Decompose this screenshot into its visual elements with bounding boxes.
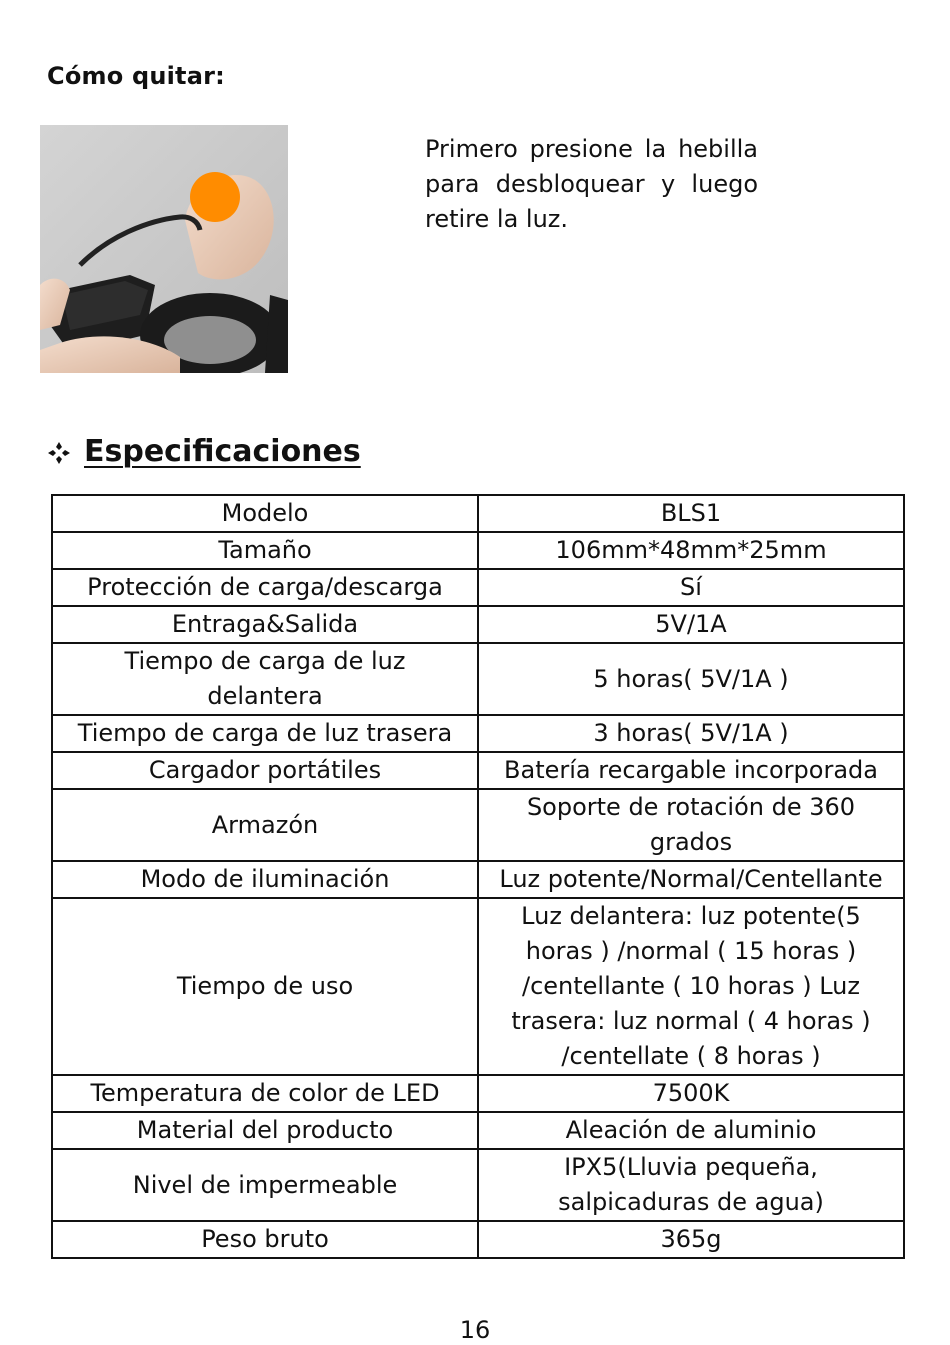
spec-label: Cargador portátiles [52,752,478,789]
table-row [52,1149,904,1221]
spec-value: 5V/1A [478,606,904,643]
how-to-remove-heading: Cómo quitar: [47,62,225,90]
spec-value: Luz potente/Normal/Centellante [478,861,904,898]
spec-label: Tamaño [52,532,478,569]
spec-label: Tiempo de carga de luz delantera [52,643,478,715]
spec-value: 7500K [478,1075,904,1112]
specifications-title: Especificaciones [84,434,361,469]
spec-label: Nivel de impermeable [52,1149,478,1221]
spec-value: 3 horas( 5V/1A ) [478,715,904,752]
orange-marker-dot [190,172,240,222]
specifications-heading [46,434,361,469]
spec-label: Modelo [52,495,478,532]
spec-label: Tiempo de uso [52,898,478,1075]
spec-value: Soporte de rotación de 360 grados [478,789,904,861]
spec-label: Tiempo de carga de luz trasera [52,715,478,752]
specifications-table [51,494,905,1259]
removal-instructions: Primero presione la hebilla para desbloquear y luego retire la luz. [425,135,758,233]
table-row [52,495,904,532]
spec-label: Peso bruto [52,1221,478,1258]
table-row [52,606,904,643]
table-row [52,715,904,752]
spec-label: Temperatura de color de LED [52,1075,478,1112]
table-row [52,1221,904,1258]
page-number: 16 [459,1316,491,1344]
spec-label: Armazón [52,789,478,861]
diamond-star-bullet-icon [46,439,72,465]
spec-value: Aleación de aluminio [478,1112,904,1149]
table-row [52,752,904,789]
spec-value: Luz delantera: luz potente(5 horas ) /normal ( 15 horas ) /centellante ( 10 horas ) Luz trasera: luz normal ( 4 horas ) /centellate ( 8 horas ) [478,898,904,1075]
table-row [52,569,904,606]
spec-value: Batería recargable incorporada [478,752,904,789]
spec-value: BLS1 [478,495,904,532]
table-row [52,1075,904,1112]
table-row [52,532,904,569]
table-row [52,861,904,898]
spec-value: 365g [478,1221,904,1258]
spec-value: 106mm*48mm*25mm [478,532,904,569]
spec-label: Modo de iluminación [52,861,478,898]
spec-label: Protección de carga/descarga [52,569,478,606]
table-row [52,1112,904,1149]
table-row [52,789,904,861]
hand-pressing-mount-buckle-icon [40,125,288,373]
mount-removal-photo [40,125,288,373]
spec-value: 5 horas( 5V/1A ) [478,643,904,715]
table-row [52,643,904,715]
table-row [52,898,904,1075]
spec-label: Material del producto [52,1112,478,1149]
spec-value: IPX5(Lluvia pequeña, salpicaduras de agua) [478,1149,904,1221]
spec-value: Sí [478,569,904,606]
spec-label: Entraga&Salida [52,606,478,643]
